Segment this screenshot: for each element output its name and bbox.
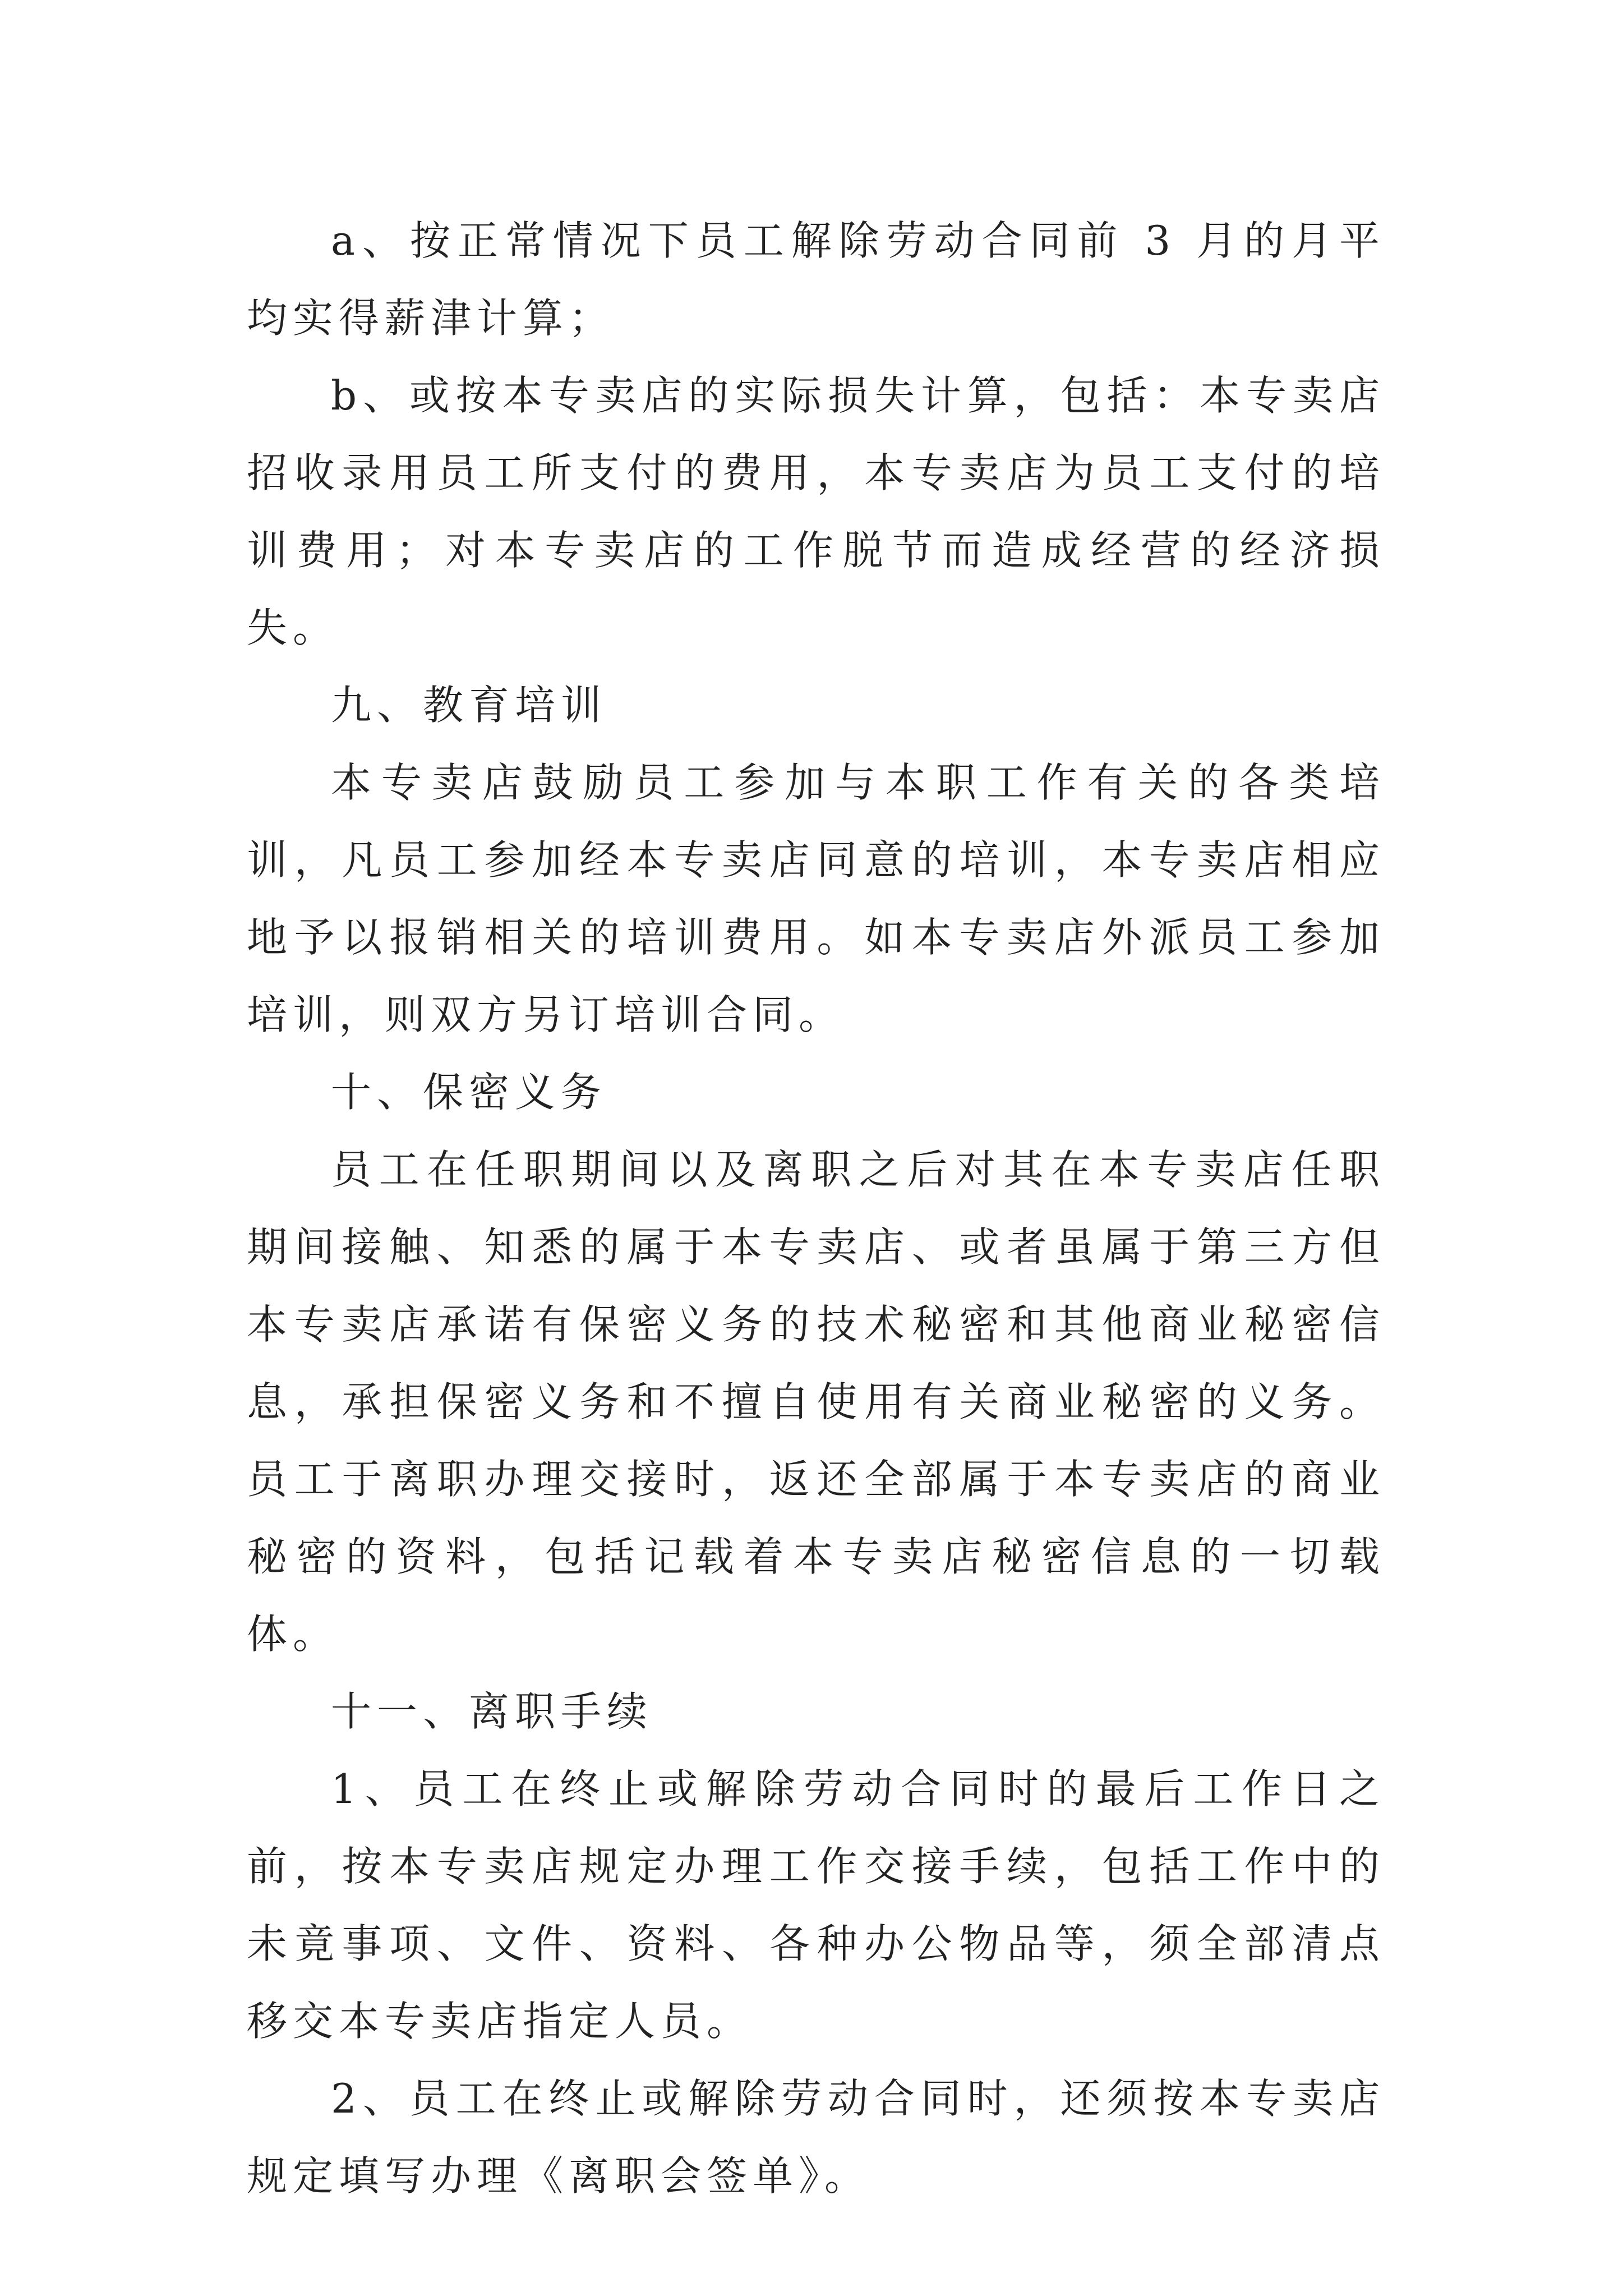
section-11-heading: 十一、离职手续 <box>331 1688 653 1735</box>
section-10-heading: 十、保密义务 <box>331 1069 607 1116</box>
clause-a: a、按正常情况下员工解除劳动合同前 3 月的月平均实得薪津计算； <box>247 217 1385 342</box>
section-11-item-2: 2、员工在终止或解除劳动合同时，还须按本专卖店规定填写办理《离职会签单》。 <box>247 2075 1385 2200</box>
section-11-item-1: 1、员工在终止或解除劳动合同时的最后工作日之前，按本专卖店规定办理工作交接手续，包括工作中的未竟事项、文件、资料、各种办公物品等，须全部清点移交本专卖店指定人员。 <box>247 1765 1385 2045</box>
section-9-heading: 九、教育培训 <box>331 682 607 729</box>
section-9-body: 本专卖店鼓励员工参加与本职工作有关的各类培训，凡员工参加经本专卖店同意的培训，本专卖店相应地予以报销相关的培训费用。如本专卖店外派员工参加培训，则双方另订培训合同。 <box>247 759 1385 1038</box>
section-10-body: 员工在任职期间以及离职之后对其在本专卖店任职期间接触、知悉的属于本专卖店、或者虽属于第三方但本专卖店承诺有保密义务的技术秘密和其他商业秘密信息，承担保密义务和不擅自使用有关商业秘密的义务。员工于离职办理交接时，返还全部属于本专卖店的商业秘密的资料，包括记载着本专卖店秘密信息的一切载体。 <box>247 1146 1385 1658</box>
document-body <box>247 202 1385 2215</box>
clause-b: b、或按本专卖店的实际损失计算，包括：本专卖店招收录用员工所支付的费用，本专卖店为员工支付的培训费用；对本专卖店的工作脱节而造成经营的经济损失。 <box>247 372 1385 651</box>
